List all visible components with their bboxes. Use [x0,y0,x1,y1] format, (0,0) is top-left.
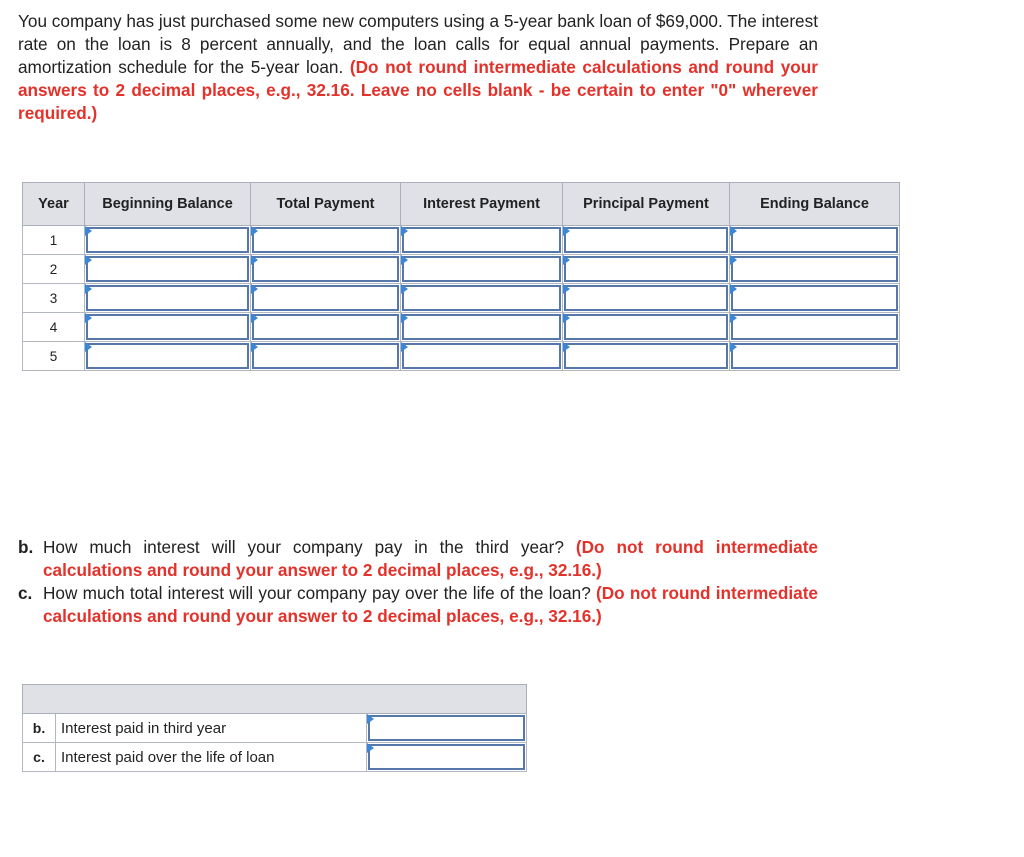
input-flag-icon [401,255,408,265]
problem-instruction: (Do not round intermediate calculations and round your answers to 2 decimal places, e.g., 32.16. Leave no cells blank - be certain to enter "0" wherever required.) [18,57,818,123]
input-flag-icon [730,313,737,323]
input-box[interactable] [564,227,728,253]
table-row [23,743,527,772]
total-payment-input[interactable] [251,226,401,255]
ending-balance-input[interactable] [730,284,900,313]
answer-header [23,685,527,714]
answer-letter: c. [23,743,56,772]
question-c-label: c. [18,583,33,603]
input-flag-icon [251,313,258,323]
input-flag-icon [563,255,570,265]
input-flag-icon [730,284,737,294]
input-box[interactable] [731,285,898,311]
input-box[interactable] [86,256,249,282]
year-number: 2 [23,255,85,284]
principal-payment-input[interactable] [563,226,730,255]
input-box[interactable] [402,314,561,340]
input-box[interactable] [86,285,249,311]
input-flag-icon [401,342,408,352]
input-flag-icon [251,284,258,294]
input-box[interactable] [252,227,399,253]
principal-payment-input[interactable] [563,255,730,284]
input-box[interactable] [564,285,728,311]
input-flag-icon [85,342,92,352]
question-b-instruction: (Do not round intermediate calculations and round your answer to 2 decimal places, e.g., 32.16.) [43,537,818,580]
input-box[interactable] [731,343,898,369]
table-row [23,342,900,371]
interest-third-year-input[interactable] [367,714,527,743]
interest-payment-input[interactable] [401,255,563,284]
year-number: 4 [23,313,85,342]
input-box[interactable] [252,285,399,311]
question-b [18,536,818,582]
header-total-payment: Total Payment [251,183,401,226]
input-box[interactable] [731,256,898,282]
input-flag-icon [251,226,258,236]
interest-payment-input[interactable] [401,226,563,255]
header-year: Year [23,183,85,226]
input-flag-icon [563,226,570,236]
answer-header-row [23,685,527,714]
total-payment-input[interactable] [251,342,401,371]
input-flag-icon [401,284,408,294]
ending-balance-input[interactable] [730,226,900,255]
input-box[interactable] [402,343,561,369]
year-number: 1 [23,226,85,255]
questions-section [18,536,818,628]
answer-label: Interest paid over the life of loan [56,743,367,772]
input-flag-icon [85,226,92,236]
ending-balance-input[interactable] [730,313,900,342]
total-payment-input[interactable] [251,284,401,313]
input-flag-icon [85,284,92,294]
input-flag-icon [730,226,737,236]
answer-letter: b. [23,714,56,743]
input-box[interactable] [86,343,249,369]
year-number: 3 [23,284,85,313]
input-box[interactable] [731,227,898,253]
table-row [23,714,527,743]
beginning-balance-input[interactable] [85,342,251,371]
question-c-text: How much total interest will your company pay over the life of the loan? [43,583,591,603]
beginning-balance-input[interactable] [85,255,251,284]
input-box[interactable] [402,256,561,282]
question-c [18,582,818,628]
principal-payment-input[interactable] [563,284,730,313]
input-box[interactable] [731,314,898,340]
input-flag-icon [367,714,374,724]
header-principal-payment: Principal Payment [563,183,730,226]
input-flag-icon [563,313,570,323]
beginning-balance-input[interactable] [85,226,251,255]
interest-payment-input[interactable] [401,313,563,342]
input-flag-icon [563,284,570,294]
input-box[interactable] [368,715,525,741]
answer-label: Interest paid in third year [56,714,367,743]
input-flag-icon [730,342,737,352]
input-flag-icon [85,255,92,265]
total-payment-input[interactable] [251,313,401,342]
table-row [23,284,900,313]
amortization-table [22,182,900,371]
input-flag-icon [730,255,737,265]
input-box[interactable] [368,744,525,770]
header-beginning-balance: Beginning Balance [85,183,251,226]
input-box[interactable] [252,343,399,369]
input-box[interactable] [402,285,561,311]
interest-payment-input[interactable] [401,284,563,313]
problem-text: You company has just purchased some new computers using a 5-year bank loan of $69,000. The interest rate on the loan is 8 percent annually, and the loan calls for equal annual payments. Prepare an amortization schedule for the 5-year loan. [18,11,818,77]
question-b-label: b. [18,537,34,557]
ending-balance-input[interactable] [730,342,900,371]
input-flag-icon [401,226,408,236]
input-flag-icon [251,255,258,265]
interest-payment-input[interactable] [401,342,563,371]
table-row [23,313,900,342]
beginning-balance-input[interactable] [85,284,251,313]
table-row [23,255,900,284]
input-box[interactable] [252,256,399,282]
beginning-balance-input[interactable] [85,313,251,342]
input-box[interactable] [252,314,399,340]
input-flag-icon [563,342,570,352]
input-box[interactable] [86,227,249,253]
header-row [23,183,900,226]
input-box[interactable] [86,314,249,340]
input-box[interactable] [564,256,728,282]
question-c-instruction: (Do not round intermediate calculations and round your answer to 2 decimal places, e.g., 32.16.) [43,583,818,626]
input-flag-icon [367,743,374,753]
input-flag-icon [85,313,92,323]
header-ending-balance: Ending Balance [730,183,900,226]
question-b-text: How much interest will your company pay in the third year? [43,537,564,557]
principal-payment-input[interactable] [563,313,730,342]
input-box[interactable] [564,314,728,340]
principal-payment-input[interactable] [563,342,730,371]
year-number: 5 [23,342,85,371]
total-payment-input[interactable] [251,255,401,284]
ending-balance-input[interactable] [730,255,900,284]
header-interest-payment: Interest Payment [401,183,563,226]
input-flag-icon [401,313,408,323]
answer-table [22,684,527,772]
problem-statement [18,10,818,125]
input-flag-icon [251,342,258,352]
interest-life-of-loan-input[interactable] [367,743,527,772]
input-box[interactable] [564,343,728,369]
table-row [23,226,900,255]
input-box[interactable] [402,227,561,253]
